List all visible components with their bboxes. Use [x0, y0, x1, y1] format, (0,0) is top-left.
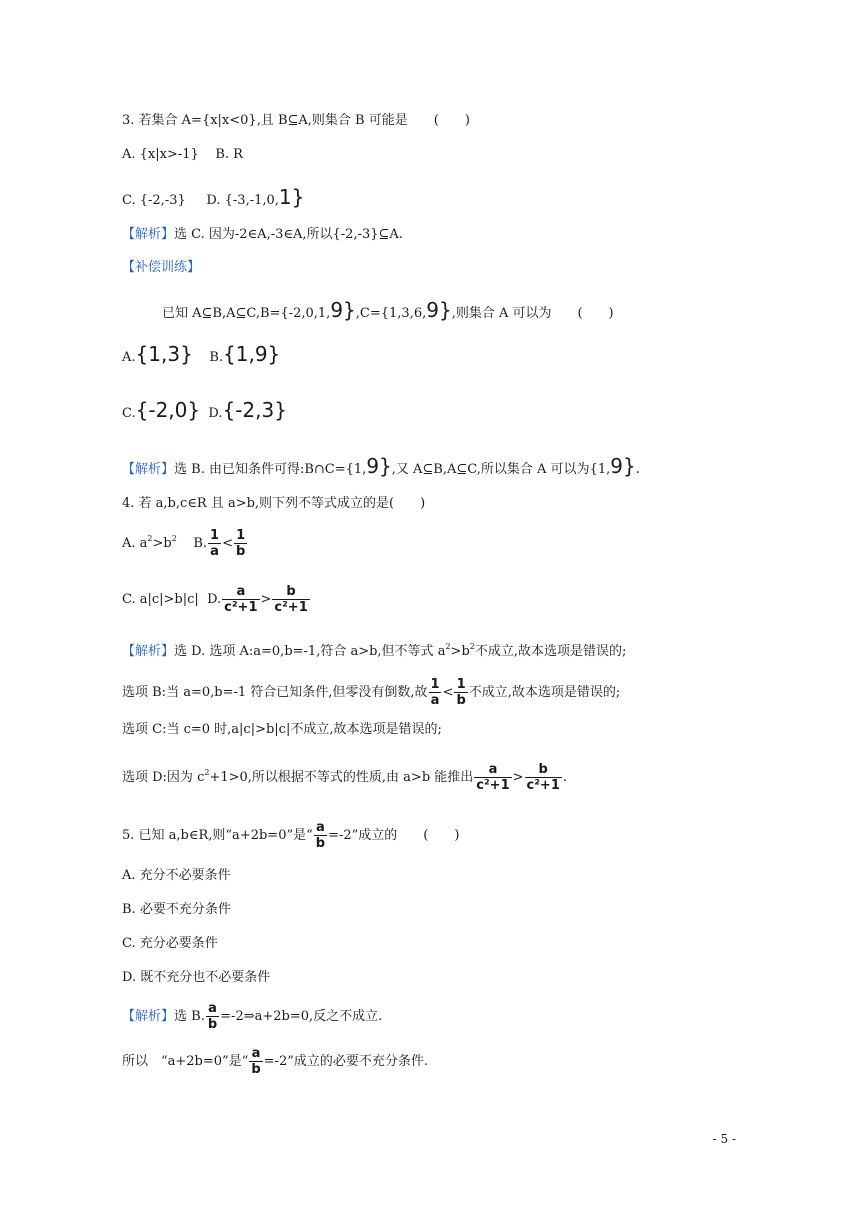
q3-stem: 3. 若集合 A={x|x<0},且 B⊆A,则集合 B 可能是 ( )	[122, 113, 470, 128]
q3-options-ab	[122, 145, 243, 165]
q3-answer: 【解析】选 C. 因为-2∈A,-3∈A,所以{-2,-3}⊆A.	[122, 227, 403, 242]
supplement-options-cd: C.{-2,0} D.{-2,3}	[122, 398, 287, 422]
q5-option-b: B. 必要不充分条件	[122, 902, 231, 917]
q5-conclusion: 所以 “a+2b=0”是“ $\frac{a}{b}$ =-2”成立的必要不充分条件.	[122, 1046, 428, 1077]
q5-answer: 【解析】选 B. $\frac{a}{b}$ =-2⇒a+2b=0,反之不成立.	[122, 1001, 383, 1032]
q4-answer-a: 【解析】选 D. 选项 A:a=0,b=-1,符合 a>b,但不等式 $a^2>b^2$不成立,故本选项是错误的;	[122, 642, 627, 659]
answer-tag: 【解析】	[122, 1009, 175, 1024]
supplement-stem: 已知 A⊆B,A⊆C,B={-2,0,1,9},C={1,3,6,9},则集合 A 可以为 ( )	[162, 298, 614, 322]
answer-tag: 【解析】	[122, 644, 175, 659]
q3-option-d: D. {-3,-1,0,1}	[206, 185, 305, 209]
q4-answer-b: 选项 B:当 a=0,b=-1 符合已知条件,但零没有倒数,故 $\frac{1}{a}$ < $\frac{1}{b}$ 不成立,故本选项是错误的;	[122, 677, 621, 708]
q5-option-a: A. 充分不必要条件	[122, 868, 231, 883]
q3-options-cd	[122, 187, 304, 211]
supplement-tag: 【补偿训练】	[122, 260, 201, 275]
q3-option-c: C. {-2,-3}	[122, 193, 186, 208]
q3-option-a: A. {x|x>-1}	[122, 147, 199, 162]
q4-options-ab: A. $a^2>b^2$ B. $\frac{1}{a}$ < $\frac{1}{b}$	[122, 528, 246, 559]
q4-options-cd: C. a|c|>b|c| D. $\frac{a}{\text{c²+1}}$ > $\frac{b}{\text{c²+1}}$	[122, 584, 308, 615]
q4-answer-c: 选项 C:当 c=0 时,a|c|>b|c|不成立,故本选项是错误的;	[122, 722, 442, 737]
q5-option-c: C. 充分必要条件	[122, 936, 218, 951]
page-number: - 5 -	[712, 1132, 736, 1146]
q3-option-b: B. R	[215, 147, 243, 162]
q4-answer-d: 选项 D:因为 $c^2+1>0$,所以根据不等式的性质,由 a>b 能推出 $\frac{a}{\text{c²+1}}$ > $\frac{b}{\text{c²+1}}$ .	[122, 762, 568, 793]
q5-stem: 5. 已知 a,b∈R,则“a+2b=0”是“ $\frac{a}{b}$ =-2”成立的 ( )	[122, 820, 460, 851]
q4-stem: 4. 若 a,b,c∈R 且 a>b,则下列不等式成立的是( )	[122, 496, 426, 511]
supplement-options-ab: A.{1,3} B.{1,9}	[122, 342, 281, 366]
supplement-answer: 【解析】选 B. 由已知条件可得:B∩C={1,9},又 A⊆B,A⊆C,所以集合 A 可以为{1,9}.	[122, 454, 640, 478]
answer-tag: 【解析】	[122, 227, 175, 242]
q5-option-d: D. 既不充分也不必要条件	[122, 970, 271, 985]
